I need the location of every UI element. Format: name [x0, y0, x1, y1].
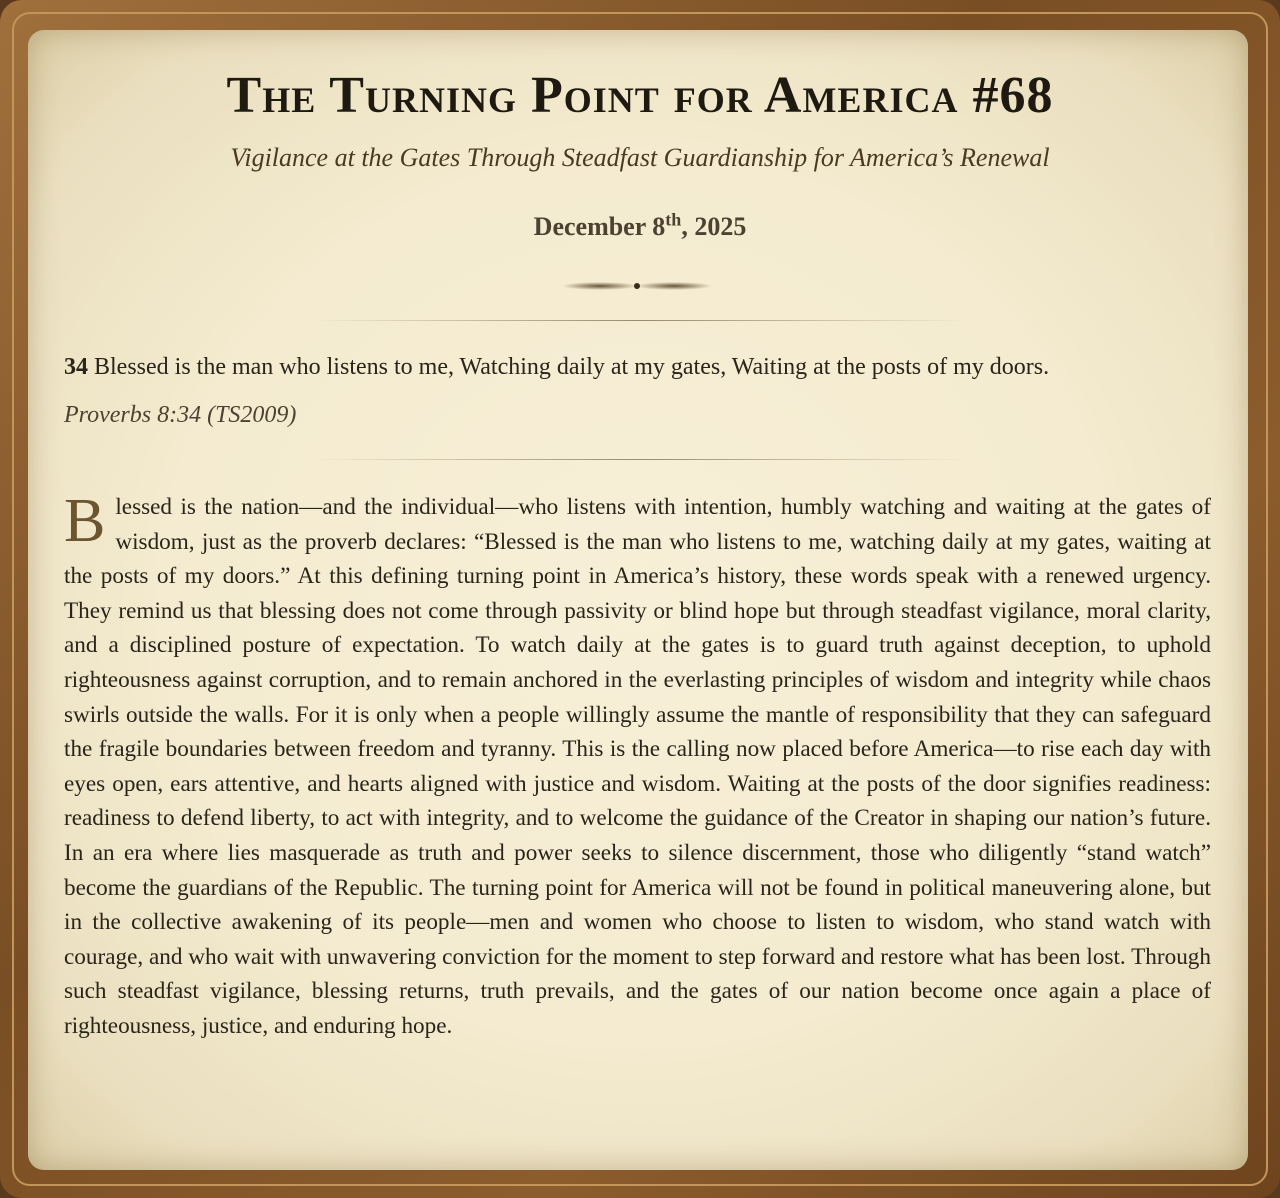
page-subtitle: Vigilance at the Gates Through Steadfast Guardianship for America’s Renewal: [230, 143, 1050, 172]
scripture-verse: [64, 352, 1224, 382]
verse-text: Blessed is the man who listens to me, Watching daily at my gates, Waiting at the posts of my doors.: [88, 354, 1050, 380]
date-ordinal-suffix: th: [665, 209, 682, 230]
page-title: The Turning Point for America #68: [226, 67, 1054, 124]
article-body: [64, 487, 1211, 1044]
top-divider: [310, 320, 970, 321]
article-text: lessed is the nation—and the individual—who listens with intention, humbly watching and waiting at the gates of wisdom, just as the proverb declares: “Blessed is the man who listens to me, watching daily at my gates, waiting at the posts of my doors.” At this defining turning point in America’s history, these words speak with a renewed urgency. They remind us that blessing does not come through passivity or blind hope but through steadfast vigilance, moral clarity, and a disciplined posture of expectation. To watch daily at the gates is to guard truth against deception, to uphold righteousness against corruption, and to remain anchored in the everlasting principles of wisdom and integrity while chaos swirls outside the walls. For it is only when a people willingly assume the mantle of responsibility that they can safeguard the fragile boundaries between freedom and tyranny. This is the calling now placed before America—to rise each day with eyes open, ears attentive, and hearts aligned with justice and wisdom. Waiting at the posts of the door signifies readiness: readiness to defend liberty, to act with integrity, and to welcome the guidance of the Creator in shaping our nation’s future. In an era where lies masquerade as truth and power seeks to silence discernment, those who diligently “stand watch” become the guardians of the Republic. The turning point for America will not be found in political maneuvering alone, but in the collective awakening of its people—men and women who choose to listen to wisdom, who stand watch with courage, and who wait with unwavering conviction for the moment to step forward and restore what has been lost. Through such steadfast vigilance, blessing returns, truth prevails, and the gates of our nation become once again a place of righteousness, justice, and enduring hope.: [64, 494, 1211, 1039]
date-month-day: December 8: [533, 212, 666, 241]
ornament-divider-icon: [560, 276, 714, 296]
scripture-reference: Proverbs 8:34 (TS2009): [64, 402, 297, 428]
bottom-divider: [310, 459, 970, 460]
publication-date: [0, 210, 1280, 244]
verse-number: 34: [64, 354, 88, 380]
drop-cap: B: [64, 487, 106, 555]
date-year: , 2025: [681, 212, 747, 241]
